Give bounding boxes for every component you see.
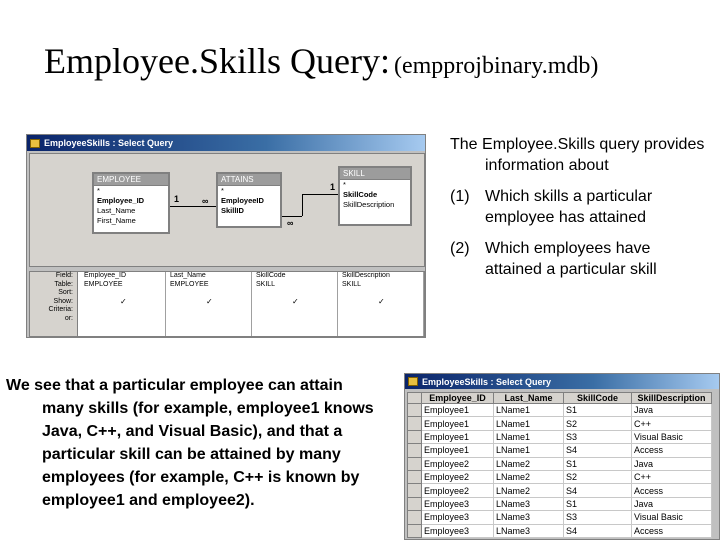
item-1-text: Which skills a particular employee has attained: [485, 188, 653, 226]
note-text: We see that a particular employee can attain many skills (for example, employee1 knows Java, C++, and Visual Basic), and that a particular skill can be attained by many employees (for example, C++ is known by employee1 and employee2).: [6, 377, 374, 509]
show-checkbox[interactable]: ✓: [206, 296, 213, 306]
table-row[interactable]: [408, 511, 712, 524]
attains-field-skill-id[interactable]: SkillID: [221, 206, 244, 215]
grid-label-sort: Sort:: [58, 289, 73, 297]
relation-one-left: 1: [174, 194, 180, 204]
attains-field-employee-id[interactable]: EmployeeID: [221, 196, 264, 205]
table-cell[interactable]: LName3: [494, 524, 564, 537]
grid-label-criteria: Criteria:: [48, 306, 73, 314]
column-header[interactable]: Employee_ID: [422, 393, 494, 404]
grid-field[interactable]: SkillDescription: [342, 272, 390, 279]
employee-field-all[interactable]: *: [97, 186, 100, 195]
table-cell[interactable]: Employee3: [422, 511, 494, 524]
column-header[interactable]: Last_Name: [494, 393, 564, 404]
table-row[interactable]: [408, 497, 712, 510]
table-cell[interactable]: Employee3: [422, 497, 494, 510]
table-cell[interactable]: Employee2: [422, 470, 494, 483]
title-main: Employee.Skills Query:: [44, 41, 390, 81]
datasheet-window-title: EmployeeSkills : Select Query: [422, 376, 552, 387]
column-header[interactable]: SkillCode: [564, 393, 632, 404]
attains-table-header: ATTAINS: [218, 174, 280, 186]
row-selector[interactable]: [408, 470, 422, 483]
employee-field-last-name[interactable]: Last_Name: [97, 206, 136, 215]
row-selector[interactable]: [408, 417, 422, 430]
employee-field-first-name[interactable]: First_Name: [97, 216, 136, 225]
design-window-titlebar[interactable]: [27, 135, 425, 151]
employee-field-id[interactable]: Employee_ID: [97, 196, 145, 205]
employee-table-box[interactable]: [92, 172, 170, 234]
grid-field[interactable]: Employee_ID: [84, 272, 127, 279]
table-cell[interactable]: Employee1: [422, 430, 494, 443]
description-item-2: [450, 238, 710, 280]
table-cell[interactable]: S2: [564, 470, 632, 483]
query-design-window: [26, 134, 426, 338]
table-cell[interactable]: LName2: [494, 470, 564, 483]
table-cell[interactable]: Employee1: [422, 404, 494, 417]
relation-line-attains-skill-c: [302, 194, 338, 195]
item-2-number: (2): [450, 240, 470, 257]
table-cell[interactable]: LName2: [494, 484, 564, 497]
employee-table-header: EMPLOYEE: [94, 174, 168, 186]
table-cell[interactable]: LName1: [494, 417, 564, 430]
row-selector[interactable]: [408, 444, 422, 457]
grid-or[interactable]: [342, 315, 423, 324]
table-row[interactable]: [408, 470, 712, 483]
grid-table[interactable]: SKILL: [256, 280, 276, 288]
grid-table[interactable]: EMPLOYEE: [170, 280, 209, 288]
table-cell[interactable]: S4: [564, 444, 632, 457]
table-cell[interactable]: LName1: [494, 430, 564, 443]
table-cell[interactable]: Java: [632, 404, 712, 417]
row-selector[interactable]: [408, 511, 422, 524]
grid-column-1[interactable]: [80, 272, 166, 336]
relation-one-right: 1: [330, 182, 336, 192]
table-row[interactable]: [408, 524, 712, 537]
table-cell[interactable]: S3: [564, 511, 632, 524]
grid-column-2[interactable]: [166, 272, 252, 336]
skill-field-description[interactable]: SkillDescription: [343, 200, 395, 209]
title-sub: (empprojbinary.mdb): [393, 53, 599, 79]
item-2-text: Which employees have attained a particular skill: [485, 240, 657, 278]
table-cell[interactable]: Visual Basic: [632, 430, 712, 443]
table-cell[interactable]: S4: [564, 524, 632, 537]
grid-row-labels: [30, 272, 78, 336]
table-row[interactable]: [408, 417, 712, 430]
row-selector[interactable]: [408, 484, 422, 497]
grid-label-show: Show:: [53, 297, 73, 305]
query-datasheet-window: [404, 373, 720, 540]
grid-label-field: Field:: [55, 272, 73, 279]
select-all-corner[interactable]: [408, 393, 422, 404]
design-window-title: EmployeeSkills : Select Query: [44, 138, 174, 148]
table-cell[interactable]: Access: [632, 524, 712, 537]
grid-or[interactable]: [256, 315, 337, 324]
show-checkbox[interactable]: ✓: [120, 296, 127, 306]
design-grid: [29, 271, 425, 337]
table-cell[interactable]: S2: [564, 417, 632, 430]
table-row[interactable]: [408, 457, 712, 470]
datasheet-header-row: [408, 393, 712, 404]
grid-or[interactable]: [84, 315, 165, 324]
relation-line-employee-attains: [170, 206, 216, 207]
grid-field[interactable]: SkillCode: [256, 272, 286, 279]
row-selector[interactable]: [408, 497, 422, 510]
table-cell[interactable]: Employee1: [422, 417, 494, 430]
table-cell[interactable]: Java: [632, 497, 712, 510]
table-cell[interactable]: LName3: [494, 511, 564, 524]
grid-criteria[interactable]: [170, 306, 251, 315]
relation-many-left: ∞: [202, 196, 209, 206]
query-icon: [408, 377, 418, 386]
item-1-number: (1): [450, 188, 470, 205]
skill-table-header: SKILL: [340, 168, 410, 180]
slide-title: [44, 40, 598, 82]
relation-line-attains-skill-b: [302, 194, 303, 216]
skill-field-all[interactable]: *: [343, 180, 346, 189]
grid-column-4[interactable]: [338, 272, 424, 336]
table-cell[interactable]: S1: [564, 497, 632, 510]
grid-table[interactable]: EMPLOYEE: [84, 280, 123, 288]
row-selector[interactable]: [408, 404, 422, 417]
explanation-note: [6, 374, 386, 512]
query-description: [450, 134, 710, 290]
table-cell[interactable]: Employee2: [422, 457, 494, 470]
show-checkbox[interactable]: ✓: [378, 296, 385, 306]
row-selector[interactable]: [408, 430, 422, 443]
table-cell[interactable]: Access: [632, 444, 712, 457]
table-cell[interactable]: Employee1: [422, 444, 494, 457]
table-cell[interactable]: Access: [632, 484, 712, 497]
grid-or[interactable]: [170, 315, 251, 324]
skill-table-box[interactable]: [338, 166, 412, 226]
table-pane: [29, 153, 425, 267]
table-cell[interactable]: Visual Basic: [632, 511, 712, 524]
grid-field[interactable]: Last_Name: [170, 272, 206, 279]
grid-column-3[interactable]: [252, 272, 338, 336]
grid-criteria[interactable]: [84, 306, 165, 315]
relation-many-right: ∞: [287, 218, 294, 228]
datasheet-window-titlebar[interactable]: [405, 374, 719, 389]
relation-line-attains-skill-a: [282, 216, 302, 217]
skill-field-code[interactable]: SkillCode: [343, 190, 378, 199]
table-cell[interactable]: S1: [564, 457, 632, 470]
table-cell[interactable]: S4: [564, 484, 632, 497]
table-cell[interactable]: Java: [632, 457, 712, 470]
datasheet-table: [407, 392, 712, 538]
table-cell[interactable]: LName3: [494, 497, 564, 510]
table-cell[interactable]: LName1: [494, 404, 564, 417]
table-cell[interactable]: C++: [632, 470, 712, 483]
table-cell[interactable]: Employee2: [422, 484, 494, 497]
table-row[interactable]: [408, 444, 712, 457]
description-intro: [450, 134, 710, 176]
attains-table-box[interactable]: [216, 172, 282, 228]
grid-criteria[interactable]: [256, 306, 337, 315]
attains-field-all[interactable]: *: [221, 186, 224, 195]
table-cell[interactable]: LName2: [494, 457, 564, 470]
description-item-1: [450, 186, 710, 228]
show-checkbox[interactable]: ✓: [292, 296, 299, 306]
grid-label-or: or:: [64, 314, 73, 322]
grid-label-table: Table:: [54, 280, 73, 288]
grid-criteria[interactable]: [342, 306, 423, 315]
row-selector[interactable]: [408, 524, 422, 537]
grid-table[interactable]: SKILL: [342, 280, 362, 288]
table-cell[interactable]: S3: [564, 430, 632, 443]
table-row[interactable]: [408, 404, 712, 417]
table-cell[interactable]: Employee3: [422, 524, 494, 537]
row-selector[interactable]: [408, 457, 422, 470]
table-row[interactable]: [408, 484, 712, 497]
table-row[interactable]: [408, 430, 712, 443]
column-header[interactable]: SkillDescription: [632, 393, 712, 404]
description-intro-text: The Employee.Skills query provides information about: [450, 136, 705, 174]
query-icon: [30, 139, 40, 148]
table-cell[interactable]: C++: [632, 417, 712, 430]
table-cell[interactable]: S1: [564, 404, 632, 417]
table-cell[interactable]: LName1: [494, 444, 564, 457]
